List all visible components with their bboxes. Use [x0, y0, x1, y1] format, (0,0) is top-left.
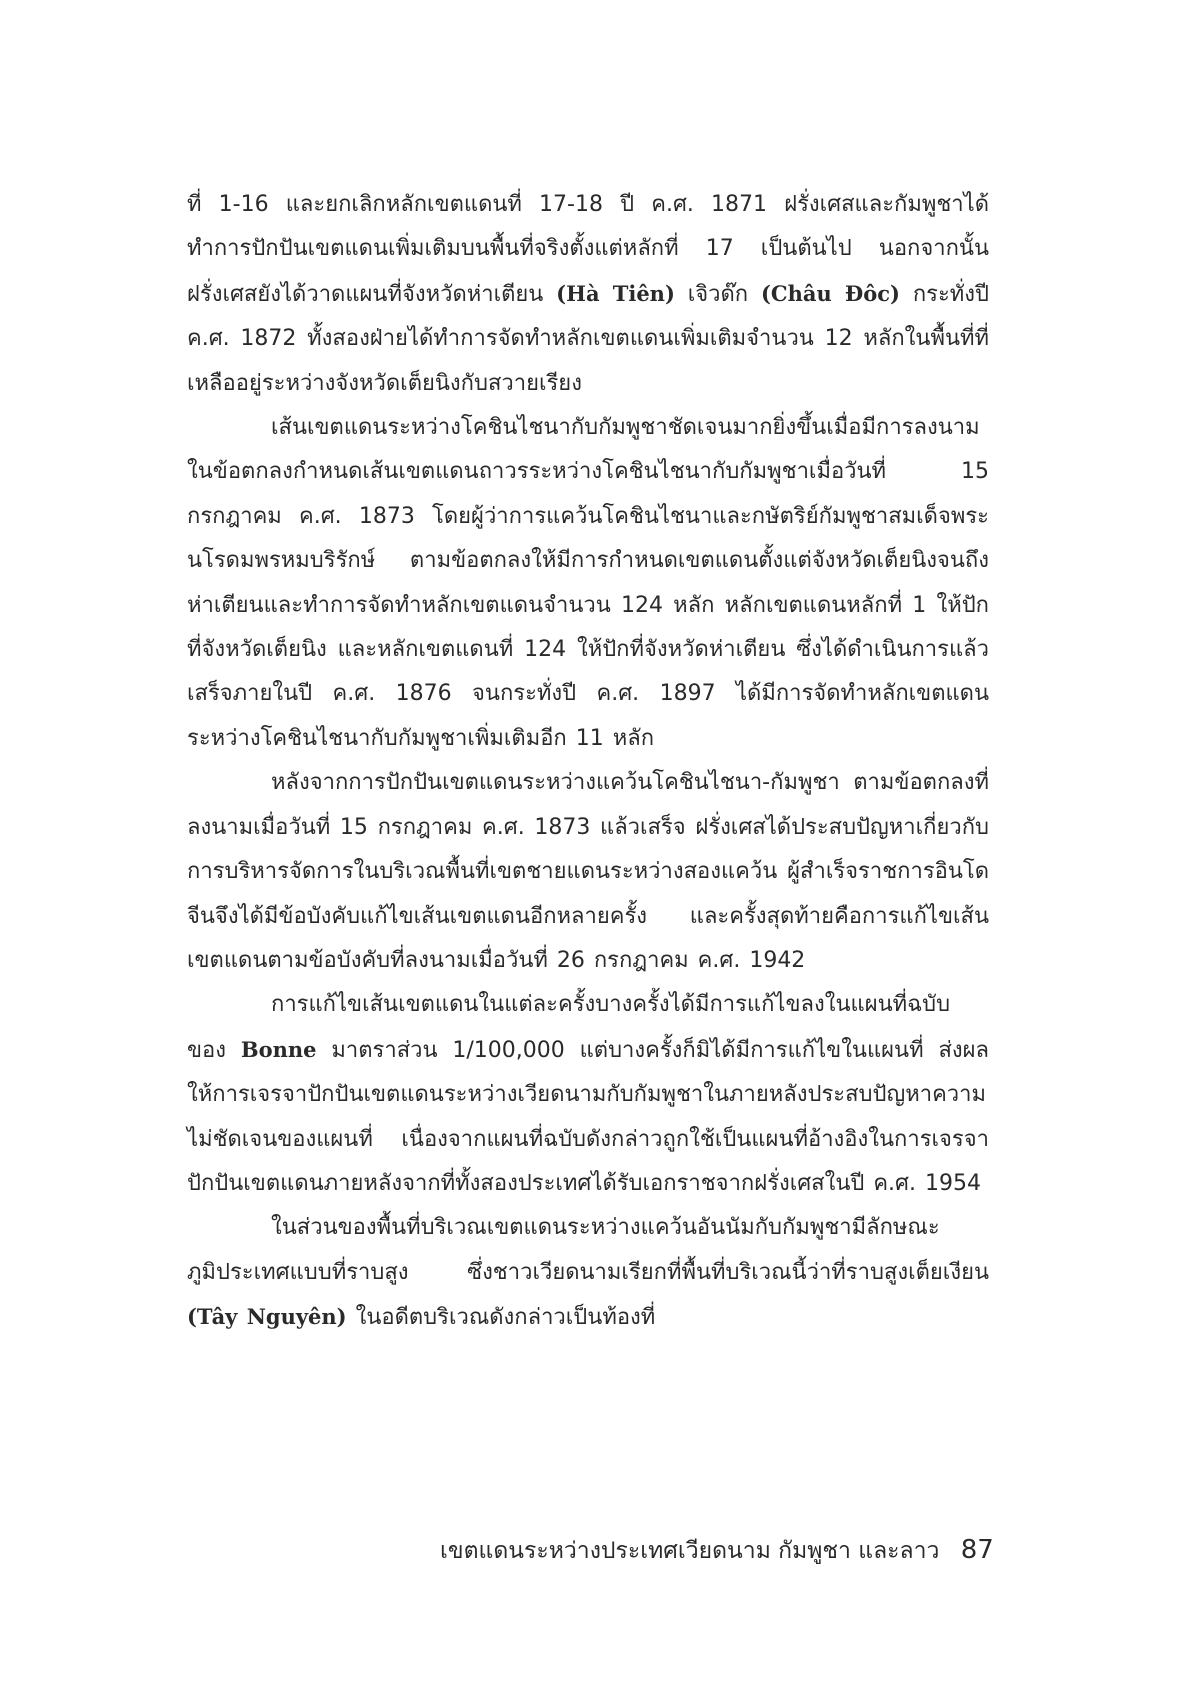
text-run: เส้นเขตแดนระหว่างโคชินไชนากับกัมพูชาชัดเจนมากยิ่งขึ้นเมื่อมีการลงนามในข้อตกลงกำหนดเส้นเขตแดนถาวรระหว่างโคชินไชนากับกัมพูชาเมื่อวันที่ 15 กรกฎาคม ค.ศ. 1873 โดยผู้ว่าการแคว้นโคชินไชนาและกษัตริย์กัมพูชาสมเด็จพระนโรดมพรหมบริรักษ์ ตามข้อตกลงให้มีการกำหนดเขตแดนตั้งแต่จังหวัดเต็ยนิงจนถึงห่าเตียนและทำการจัดทำหลักเขตแดนจำนวน 124 หลัก หลักเขตแดนหลักที่ 1 ให้ปักที่จังหวัดเต็ยนิง และหลักเขตแดนที่ 124 ให้ปักที่จังหวัดห่าเตียน ซึ่งได้ดำเนินการแล้วเสร็จภายในปี ค.ศ. 1876 จนกระทั่งปี ค.ศ. 1897 ได้มีการจัดทำหลักเขตแดนระหว่างโคชินไชนากับกัมพูชาเพิ่มเติมอีก 11 หลัก [187, 415, 989, 751]
paragraph-p2 [187, 406, 989, 761]
text-run: เจิวด๊ก [674, 281, 761, 307]
text-run: ในอดีตบริเวณดังกล่าวเป็นท้องที่ [346, 1305, 656, 1331]
text-run: มาตราส่วน 1/100,000 แต่บางครั้งก็มิได้มีการแก้ไขในแผนที่ ส่งผลให้การเจรจาปักปันเขตแดนระหว่างเวียดนามกับกัมพูชาในภายหลังประสบปัญหาความไม่ชัดเจนของแผนที่ เนื่องจากแผนที่ฉบับดังกล่าวถูกใช้เป็นแผนที่อ้างอิงในการเจรจาปักปันเขตแดนภายหลังจากที่ทั้งสองประเทศได้รับเอกราชจากฝรั่งเศสในปี ค.ศ. 1954 [187, 1037, 989, 1196]
page-footer [440, 1532, 994, 1569]
paragraph-p3 [187, 761, 989, 983]
body-text [187, 183, 989, 1341]
latin-term: Bonne [240, 1036, 317, 1062]
paragraph-p4 [187, 983, 989, 1206]
page-number: 87 [960, 1535, 994, 1565]
text-run: หลังจากการปักปันเขตแดนระหว่างแคว้นโคชินไชนา-กัมพูชา ตามข้อตกลงที่ลงนามเมื่อวันที่ 15 กรกฎาคม ค.ศ. 1873 แล้วเสร็จ ฝรั่งเศสได้ประสบปัญหาเกี่ยวกับการบริหารจัดการในบริเวณพื้นที่เขตชายแดนระหว่างสองแคว้น ผู้สำเร็จราชการอินโดจีนจึงได้มีข้อบังคับแก้ไขเส้นเขตแดนอีกหลายครั้ง และครั้งสุดท้ายคือการแก้ไขเส้นเขตแดนตามข้อบังคับที่ลงนามเมื่อวันที่ 26 กรกฎาคม ค.ศ. 1942 [187, 770, 989, 973]
running-title: เขตแดนระหว่างประเทศเวียดนาม กัมพูชา และลาว [440, 1538, 940, 1564]
latin-term: (Tây Nguyên) [187, 1304, 347, 1330]
paragraph-p5 [187, 1206, 989, 1340]
latin-term: (Hà Tiên) [556, 280, 675, 306]
text-run: ที่ 1-16 และยกเลิกหลักเขตแดนที่ 17-18 ปี ค.ศ. 1871 ฝรั่งเศสและกัมพูชาได้ทำการปักปันเขตแดนเพิ่มเติมบนพื้นที่จริงตั้งแต่หลักที่ 17 เป็นต้นไป นอกจากนั้น ฝรั่งเศสยังได้วาดแผนที่จังหวัดห่าเตียน [187, 192, 989, 307]
text-run: การแก้ไขเส้นเขตแดนในแต่ละครั้งบางครั้งได้มีการแก้ไขลงในแผนที่ฉบับของ [187, 992, 951, 1063]
text-run: ในส่วนของพื้นที่บริเวณเขตแดนระหว่างแคว้นอันนัมกับกัมพูชามีลักษณะภูมิประเทศแบบที่ราบสูง ซึ่งชาวเวียดนามเรียกที่พื้นที่บริเวณนี้ว่าที่ราบสูงเต็ยเงียน [187, 1215, 989, 1285]
text-run: กระทั่งปี ค.ศ. 1872 ทั้งสองฝ่ายได้ทำการจัดทำหลักเขตแดนเพิ่มเติมจำนวน 12 หลักในพื้นที่ที่เหลืออยู่ระหว่างจังหวัดเต็ยนิงกับสวายเรียง [187, 281, 990, 396]
latin-term: (Châu Đôc) [760, 280, 900, 306]
paragraph-p1 [187, 183, 989, 406]
